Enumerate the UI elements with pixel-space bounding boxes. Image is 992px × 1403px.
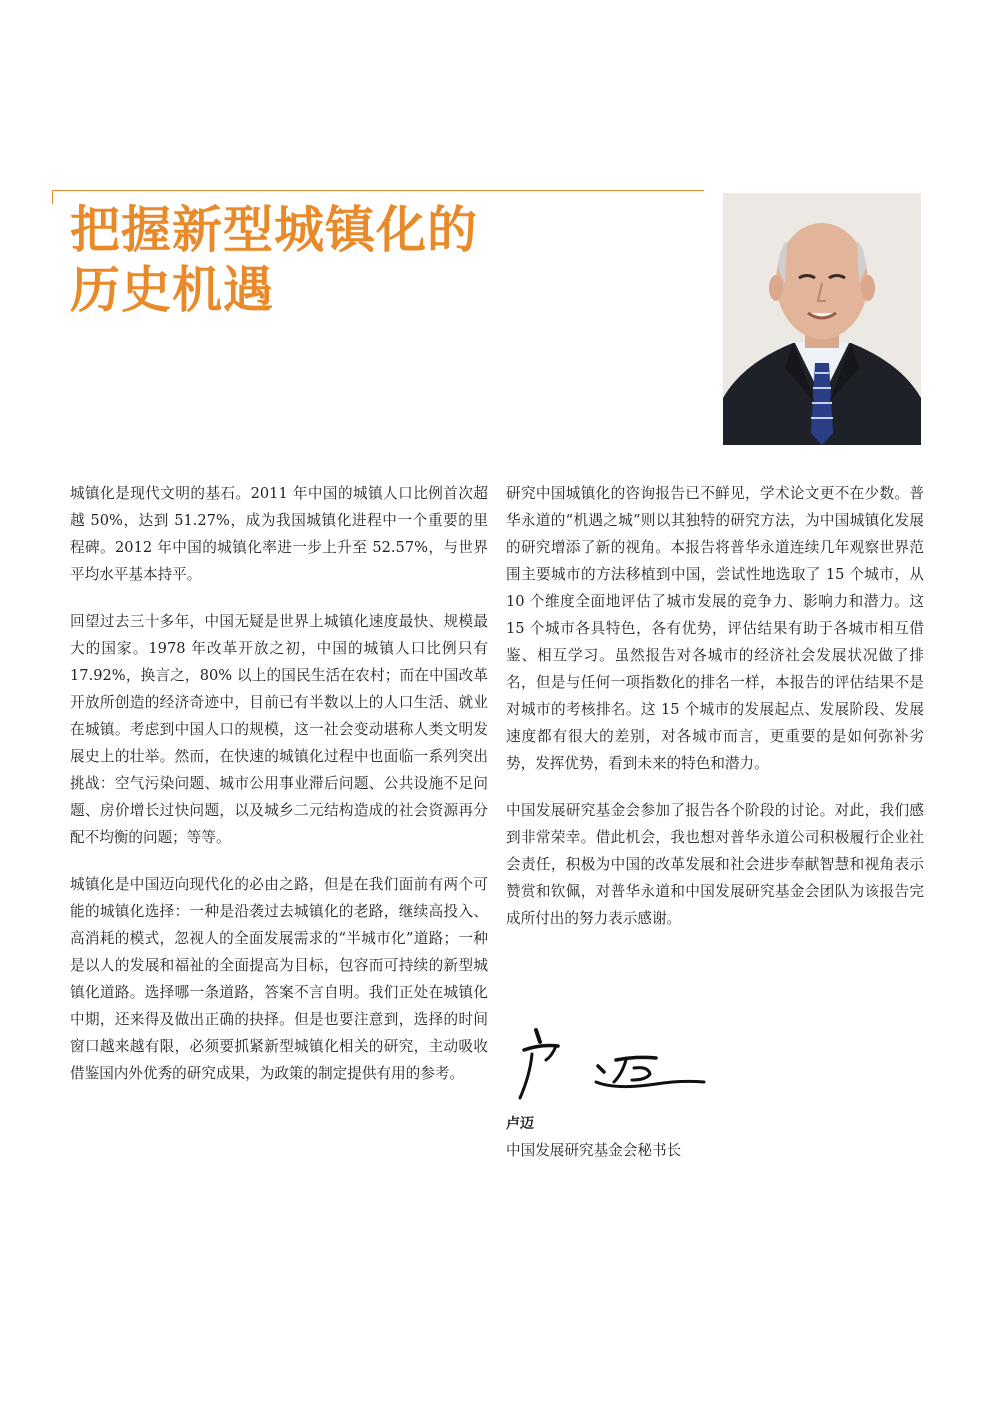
paragraph: 研究中国城镇化的咨询报告已不鲜见，学术论文更不在少数。普华永道的“机遇之城”则以其独特的研究方法，为中国城镇化发展的研究增添了新的视角。本报告将普华永道连续几年观察世界范围主要城市的方法移植到中国，尝试性地选取了 15 个城市，从 10 个维度全面地评估了城市发展的竞争力、影响力和潜力。这 15 个城市各具特色，各有优势，评估结果有助于各城市相互借鉴、相互学习。虽然报告对各城市的经济社会发展状况做了排名，但是与任何一项指数化的排名一样，本报告的评估结果不是对城市的考核排名。这 15 个城市的发展起点、发展阶段、发展速度都有很大的差别，对各城市而言，更重要的是如何弥补劣势，发挥优势，看到未来的特色和潜力。 bbox=[506, 485, 924, 772]
author-title: 中国发展研究基金会秘书长 bbox=[506, 1142, 682, 1159]
handwritten-signature bbox=[506, 1020, 716, 1110]
portrait-illustration bbox=[723, 193, 921, 445]
author-name: 卢迈 bbox=[506, 1116, 534, 1132]
title-rule bbox=[52, 190, 704, 191]
paragraph: 回望过去三十多年，中国无疑是世界上城镇化速度最快、规模最大的国家。1978 年改革开放之初，中国的城镇人口比例只有 17.92%，换言之，80% 以上的国民生活在农村；而在中国改革开放所创造的经济奇迹中，目前已有半数以上的人口生活、就业在城镇。考虑到中国人口的规模，这一社会变动堪称人类文明发展史上的壮举。然而，在快速的城镇化过程中也面临一系列突出挑战：空气污染问题、城市公用事业滞后问题、公共设施不足问题、房价增长过快问题，以及城乡二元结构造成的社会资源再分配不均衡的问题；等等。 bbox=[70, 613, 488, 846]
portrait-photo bbox=[723, 193, 921, 445]
title-line-2: 历史机遇 bbox=[70, 261, 274, 319]
paragraph: 城镇化是现代文明的基石。2011 年中国的城镇人口比例首次超越 50%，达到 51.27%，成为我国城镇化进程中一个重要的里程碑。2012 年中国的城镇化率进一步上升至 52.57%，与世界平均水平基本持平。 bbox=[70, 485, 488, 583]
signature-graphic bbox=[506, 1020, 716, 1110]
paragraph: 城镇化是中国迈向现代化的必由之路，但是在我们面前有两个可能的城镇化选择：一种是沿袭过去城镇化的老路，继续高投入、高消耗的模式，忽视人的全面发展需求的“半城市化”道路；一种是以人的发展和福祉的全面提高为目标，包容而可持续的新型城镇化道路。选择哪一条道路，答案不言自明。我们正处在城镇化中期，还来得及做出正确的抉择。但是也要注意到，选择的时间窗口越来越有限，必须要抓紧新型城镇化相关的研究，主动吸收借鉴国内外优秀的研究成果，为政策的制定提供有用的参考。 bbox=[70, 876, 488, 1082]
left-column bbox=[70, 480, 488, 1107]
title-rule-tick bbox=[52, 190, 53, 204]
paragraph: 中国发展研究基金会参加了报告各个阶段的讨论。对此，我们感到非常荣幸。借此机会，我也想对普华永道公司积极履行企业社会责任，积极为中国的改革发展和社会进步奉献智慧和视角表示赞赏和钦佩，对普华永道和中国发展研究基金会团队为该报告完成所付出的努力表示感谢。 bbox=[506, 802, 924, 927]
page-title bbox=[70, 200, 630, 320]
title-line-1: 把握新型城镇化的 bbox=[70, 201, 478, 259]
right-column bbox=[506, 480, 924, 952]
